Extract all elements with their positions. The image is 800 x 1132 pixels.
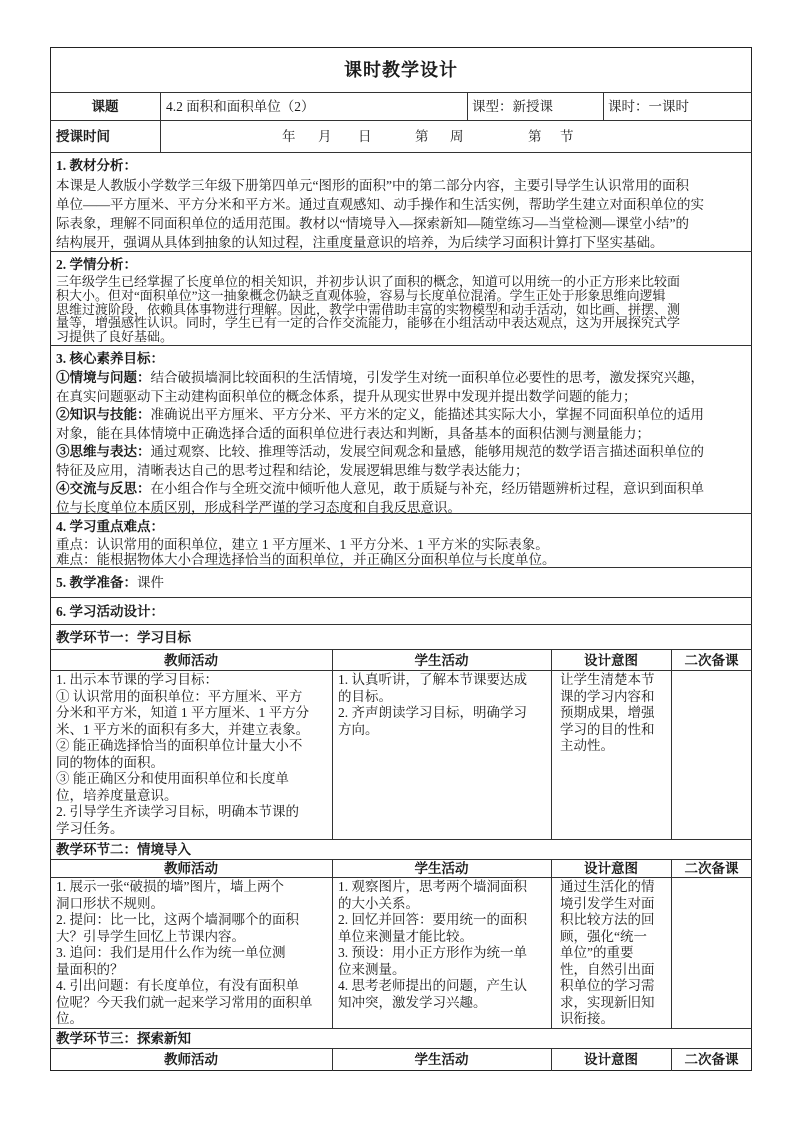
teacher-line: ③ 能正确区分和使用面积单位和长度单 [56,771,289,786]
teacher-line: 位。 [56,1011,83,1026]
section-heading: 1. 教材分析： [56,158,137,173]
teacher-line: ② 能正确选择恰当的面积单位计量大小不 [56,738,303,753]
body-line: 思维过渡阶段，依赖具体事物进行理解。因此，教学中需借助丰富的实物模型和动手活动，如比画、拼摆、测 [56,301,681,317]
teacher-line: 同的物体的面积。 [56,754,164,770]
activity-content-row [50,878,752,1029]
topic-value: 4.2 面积和面积单位（2） [166,99,315,114]
body-line: 习提供了良好基础。 [56,329,174,345]
teacher-line: 2. 引导学生齐读学习目标，明确本节课的 [56,804,299,819]
month-label: 月 [318,129,332,144]
intent-line: 求，实现新旧知 [560,994,655,1010]
intent-line: 识衔接。 [560,1011,614,1026]
student-line: 3. 预设：用小正方形作为统一单 [338,945,527,960]
topic-label: 课题 [91,99,119,114]
body-line: 重点：认识常用的面积单位，建立 1 平方厘米、1 平方分米、1 平方米的实际表象。 [56,537,549,552]
body-line: 量等，增强感性认识。同时，学生已有一定的合作交流能力，能够在小组活动中表达观点，这为开展探究式学 [56,315,681,331]
goal-line: 位与长度单位本质区别，形成科学严谨的学习态度和自我反思意识。 [56,499,461,515]
divider [332,650,333,840]
student-line: 单位来测量才能比较。 [338,928,473,944]
intent-line: 通过生活化的情 [560,879,655,894]
student-line: 位来测量。 [338,961,406,977]
section-body [50,369,752,517]
schedule-label: 授课时间 [56,129,110,144]
lesson-type: 课型：新授课 [472,99,553,114]
section-heading: 3. 核心素养目标： [56,351,164,366]
student-line: 4. 思考老师提出的问题，产生认 [338,978,527,993]
intent-line: 境引发学生对面 [560,895,655,911]
teacher-line: 2. 提问：比一比，这两个墙洞哪个的面积 [56,912,299,927]
info-row [50,93,752,121]
divider [671,650,672,840]
header-notes: 二次备课 [684,861,739,876]
title-row [50,47,752,93]
divider [671,1049,672,1071]
design-intent [560,672,668,755]
student-activity [338,879,548,1011]
header-intent: 设计意图 [584,861,638,876]
goal-lead: ④交流与反思： [56,481,151,496]
student-line: 的目标。 [338,688,392,704]
stage-title: 教学环节三：探索新知 [56,1031,191,1046]
body-line: 结构展开，强调从具体到抽象的认知过程，注重度量意识的培养，为后续学习面积计算打下坚实基础。 [56,235,664,250]
section-prefix: 第 [528,129,542,144]
intent-line: 主动性。 [560,738,614,753]
divider [467,93,468,121]
teacher-line: 分米和平方米，知道 1 平方厘米、1 平方分 [56,705,310,720]
teacher-line: 位，培养度量意识。 [56,787,178,803]
header-intent: 设计意图 [584,653,638,668]
intent-line: 预期成果，增强 [560,705,655,720]
student-activity [338,672,548,738]
page-title: 课时教学设计 [344,60,458,80]
stage-title: 教学环节二：情境导入 [56,842,191,857]
section-preparation [50,568,752,598]
lesson-period: 课时：一课时 [608,99,689,114]
goal-line: 对象，能在具体情境中正确选择合适的面积单位进行表达和判断，具备基本的面积估测与测量能力； [56,425,650,441]
section-body [50,537,752,567]
day-label: 日 [358,129,372,144]
body-line: 单位——平方厘米、平方分米和平方米。通过直观感知、动手操作和生活实例，帮助学生建立对面积单位的实 [56,197,704,212]
goal-lead: ①情境与问题： [56,370,151,385]
activity-header-row [50,650,752,671]
stage-title-row [50,840,752,860]
body-line: 本课是人教版小学数学三年级下册第四单元“图形的面积”中的第二部分内容，主要引导学生认识常用的面积 [56,178,689,193]
year-label: 年 [282,129,296,144]
intent-line: 积比较方法的回 [560,912,655,927]
activity-content-row [50,671,752,840]
divider [551,1049,552,1071]
schedule-row [50,121,752,153]
stage-title: 教学环节一：学习目标 [56,630,191,645]
goal-item [56,480,746,517]
teacher-activity [56,879,328,1028]
section-key-points [50,514,752,568]
teacher-line: 大？引导学生回忆上节课内容。 [56,928,245,944]
activity-header-row [50,1049,752,1071]
student-line: 2. 齐声朗读学习目标，明确学习 [338,705,527,720]
intent-line: 性，自然引出面 [560,961,655,977]
section-body [50,275,752,344]
teacher-line: 洞口形状不规则。 [56,895,164,911]
goal-lead: ②知识与技能： [56,407,151,422]
teacher-line: ① 认识常用的面积单位：平方厘米、平方 [56,688,303,704]
goal-line: 结合破损墙洞比较面积的生活情境，引发学生对统一面积单位必要性的思考，激发探究兴趣， [150,370,704,385]
stage-title-row [50,625,752,650]
section-heading: 5. 教学准备： [56,575,137,590]
intent-line: 学习的目的性和 [560,721,655,737]
goal-line: 特征及应用，清晰表达自己的思考过程和结论，发展逻辑思维与数学表达能力； [56,462,529,478]
header-teacher: 教师活动 [164,653,218,668]
intent-line: 课的学习内容和 [560,688,655,704]
goal-line: 通过观察、比较、推理等活动，发展空间观念和量感，能够用规范的数学语言描述面积单位的 [150,444,704,459]
goal-lead: ③思维与表达： [56,444,151,459]
teacher-line: 量面积的？ [56,961,124,977]
design-intent [560,879,668,1028]
preparation-value: 课件 [137,575,164,590]
divider [332,860,333,1029]
preparation-line [56,568,736,598]
divider [160,93,161,121]
header-notes: 二次备课 [684,1052,739,1067]
goal-line: 在真实问题驱动下主动建构面积单位的概念体系，提升从现实世界中发现并提出数学问题的能力； [56,388,637,404]
teacher-line: 3. 追问：我们是用什么作为统一单位测 [56,945,286,960]
teacher-line: 4. 引出问题：有长度单位，有没有面积单 [56,978,299,993]
header-intent: 设计意图 [584,1052,638,1067]
goal-line: 在小组合作与全班交流中倾听他人意见，敢于质疑与补充，经历错题辨析过程，意识到面积单 [150,481,704,496]
student-line: 方向。 [338,721,379,737]
week-suffix: 周 [450,129,464,144]
header-student: 学生活动 [414,653,469,668]
section-heading: 6. 学习活动设计： [56,604,164,619]
teacher-line: 米、1 平方米的面积有多大，并建立表象。 [56,721,310,737]
header-teacher: 教师活动 [164,1052,218,1067]
teacher-line: 1. 出示本节课的学习目标： [56,672,218,687]
teacher-line: 1. 展示一张“破损的墙”图片，墙上两个 [56,879,284,894]
section-activity-design [50,598,752,625]
body-line: 积大小。但对“面积单位”这一抽象概念仍缺乏直观体验，容易与长度单位混淆。学生正处于形象思维向逻辑 [56,287,666,303]
goal-item [56,406,746,443]
header-student: 学生活动 [414,1052,469,1067]
body-line: 际表象，理解不同面积单位的适用范围。教材以“情境导入—探索新知—随堂练习—当堂检测—课堂小结”的 [56,216,689,231]
body-line: 三年级学生已经掌握了长度单位的相关知识，并初步认识了面积的概念，知道可以用统一的小正方形来比较面 [56,274,681,289]
goal-line: 准确说出平方厘米、平方分米、平方米的定义，能描述其实际大小，掌握不同面积单位的适用 [150,407,704,422]
section-core-literacy-goals [50,346,752,514]
student-line: 2. 回忆并回答：要用统一的面积 [338,912,527,927]
teacher-line: 学习任务。 [56,820,124,836]
intent-line: 让学生清楚本节 [560,672,655,687]
stage-title-row [50,1029,752,1049]
header-teacher: 教师活动 [164,861,218,876]
divider [160,121,161,153]
section-textbook-analysis [50,153,752,252]
intent-line: 顾，强化“统一 [560,928,647,944]
student-line: 的大小关系。 [338,895,419,911]
header-student: 学生活动 [414,861,469,876]
header-notes: 二次备课 [684,653,739,668]
body-line: 难点：能根据物体大小合理选择恰当的面积单位，并正确区分面积单位与长度单位。 [56,552,556,567]
divider [603,93,604,121]
intent-line: 积单位的学习需 [560,978,655,993]
section-suffix: 节 [560,129,574,144]
section-heading: 4. 学习重点难点： [56,519,164,534]
section-learner-analysis [50,252,752,346]
activity-header-row [50,860,752,878]
section-heading: 2. 学情分析： [56,257,137,272]
student-line: 1. 认真听讲，了解本节课要达成 [338,672,527,687]
divider [332,1049,333,1071]
intent-line: 单位”的重要 [560,945,634,960]
divider [551,860,552,1029]
goal-item [56,443,746,480]
goal-item [56,369,746,406]
teacher-activity [56,672,328,837]
student-line: 1. 观察图片，思考两个墙洞面积 [338,879,527,894]
student-line: 知冲突，激发学习兴趣。 [338,994,487,1010]
teacher-line: 位呢？今天我们就一起来学习常用的面积单 [56,994,313,1010]
week-prefix: 第 [415,129,429,144]
divider [671,860,672,1029]
section-body [50,176,752,252]
divider [551,650,552,840]
